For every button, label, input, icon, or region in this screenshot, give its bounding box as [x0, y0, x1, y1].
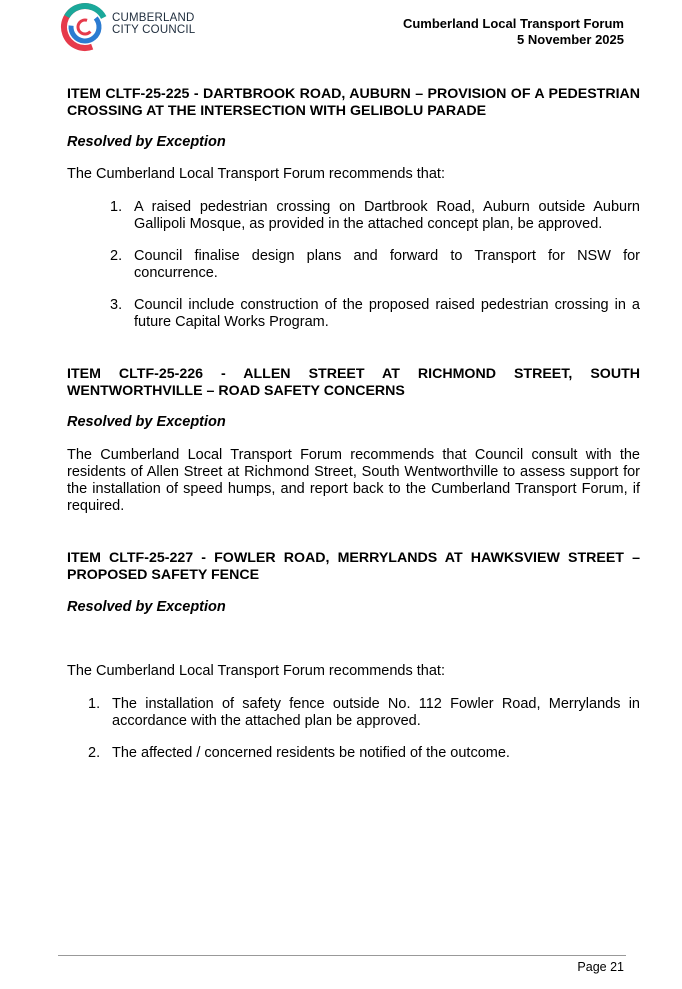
item-title: ITEM CLTF-25-227 - FOWLER ROAD, MERRYLANDS AT HAWKSVIEW STREET – PROPOSED SAFETY FENCE	[67, 550, 640, 583]
item-title: ITEM CLTF-25-225 - DARTBROOK ROAD, AUBURN – PROVISION OF A PEDESTRIAN CROSSING AT THE INTERSECTION WITH GELIBOLU PARADE	[67, 86, 640, 119]
header-forum: Cumberland Local Transport Forum	[402, 16, 624, 31]
list-item	[88, 745, 640, 762]
list-number: 1.	[110, 199, 123, 215]
list-item	[110, 297, 640, 331]
logo-text	[112, 12, 195, 36]
recommendation-list	[110, 199, 640, 331]
list-number: 1.	[88, 696, 101, 712]
list-number: 3.	[110, 297, 123, 313]
page-number: Page 21	[577, 960, 624, 974]
resolved-label: Resolved by Exception	[67, 414, 226, 430]
resolved-label: Resolved by Exception	[67, 599, 226, 615]
item-intro: The Cumberland Local Transport Forum recommends that:	[67, 663, 445, 679]
list-number: 2.	[110, 248, 123, 264]
list-text: Council include construction of the proposed raised pedestrian crossing in a future Capital Works Program.	[134, 297, 640, 330]
item-body: The Cumberland Local Transport Forum recommends that Council consult with the residents of Allen Street at Richmond Street, South Wentworthville to assess support for the installation of speed humps, and report back to the Cumberland Transport Forum, if required.	[67, 447, 640, 514]
list-text: The affected / concerned residents be notified of the outcome.	[112, 745, 510, 761]
list-item	[88, 696, 640, 730]
list-text: Council finalise design plans and forward to Transport for NSW for concurrence.	[134, 248, 640, 281]
list-text: A raised pedestrian crossing on Dartbrook Road, Auburn outside Auburn Gallipoli Mosque, as provided in the attached concept plan, be approved.	[134, 199, 640, 232]
list-number: 2.	[88, 745, 101, 761]
resolved-label: Resolved by Exception	[67, 134, 226, 150]
recommendation-list	[88, 696, 640, 762]
document-header	[403, 16, 624, 48]
item-intro: The Cumberland Local Transport Forum recommends that:	[67, 166, 445, 182]
list-item	[110, 248, 640, 282]
item-title: ITEM CLTF-25-226 - ALLEN STREET AT RICHMOND STREET, SOUTH WENTWORTHVILLE – ROAD SAFETY CONCERNS	[67, 366, 640, 399]
list-text: The installation of safety fence outside No. 112 Fowler Road, Merrylands in accordance with the attached plan be approved.	[112, 696, 640, 729]
item-225	[67, 86, 640, 120]
logo-line-1: CUMBERLAND	[112, 12, 195, 24]
header-date: 5 November 2025	[517, 32, 624, 47]
footer-divider	[58, 955, 626, 956]
logo-line-2: CITY COUNCIL	[112, 24, 196, 36]
list-item	[110, 199, 640, 233]
